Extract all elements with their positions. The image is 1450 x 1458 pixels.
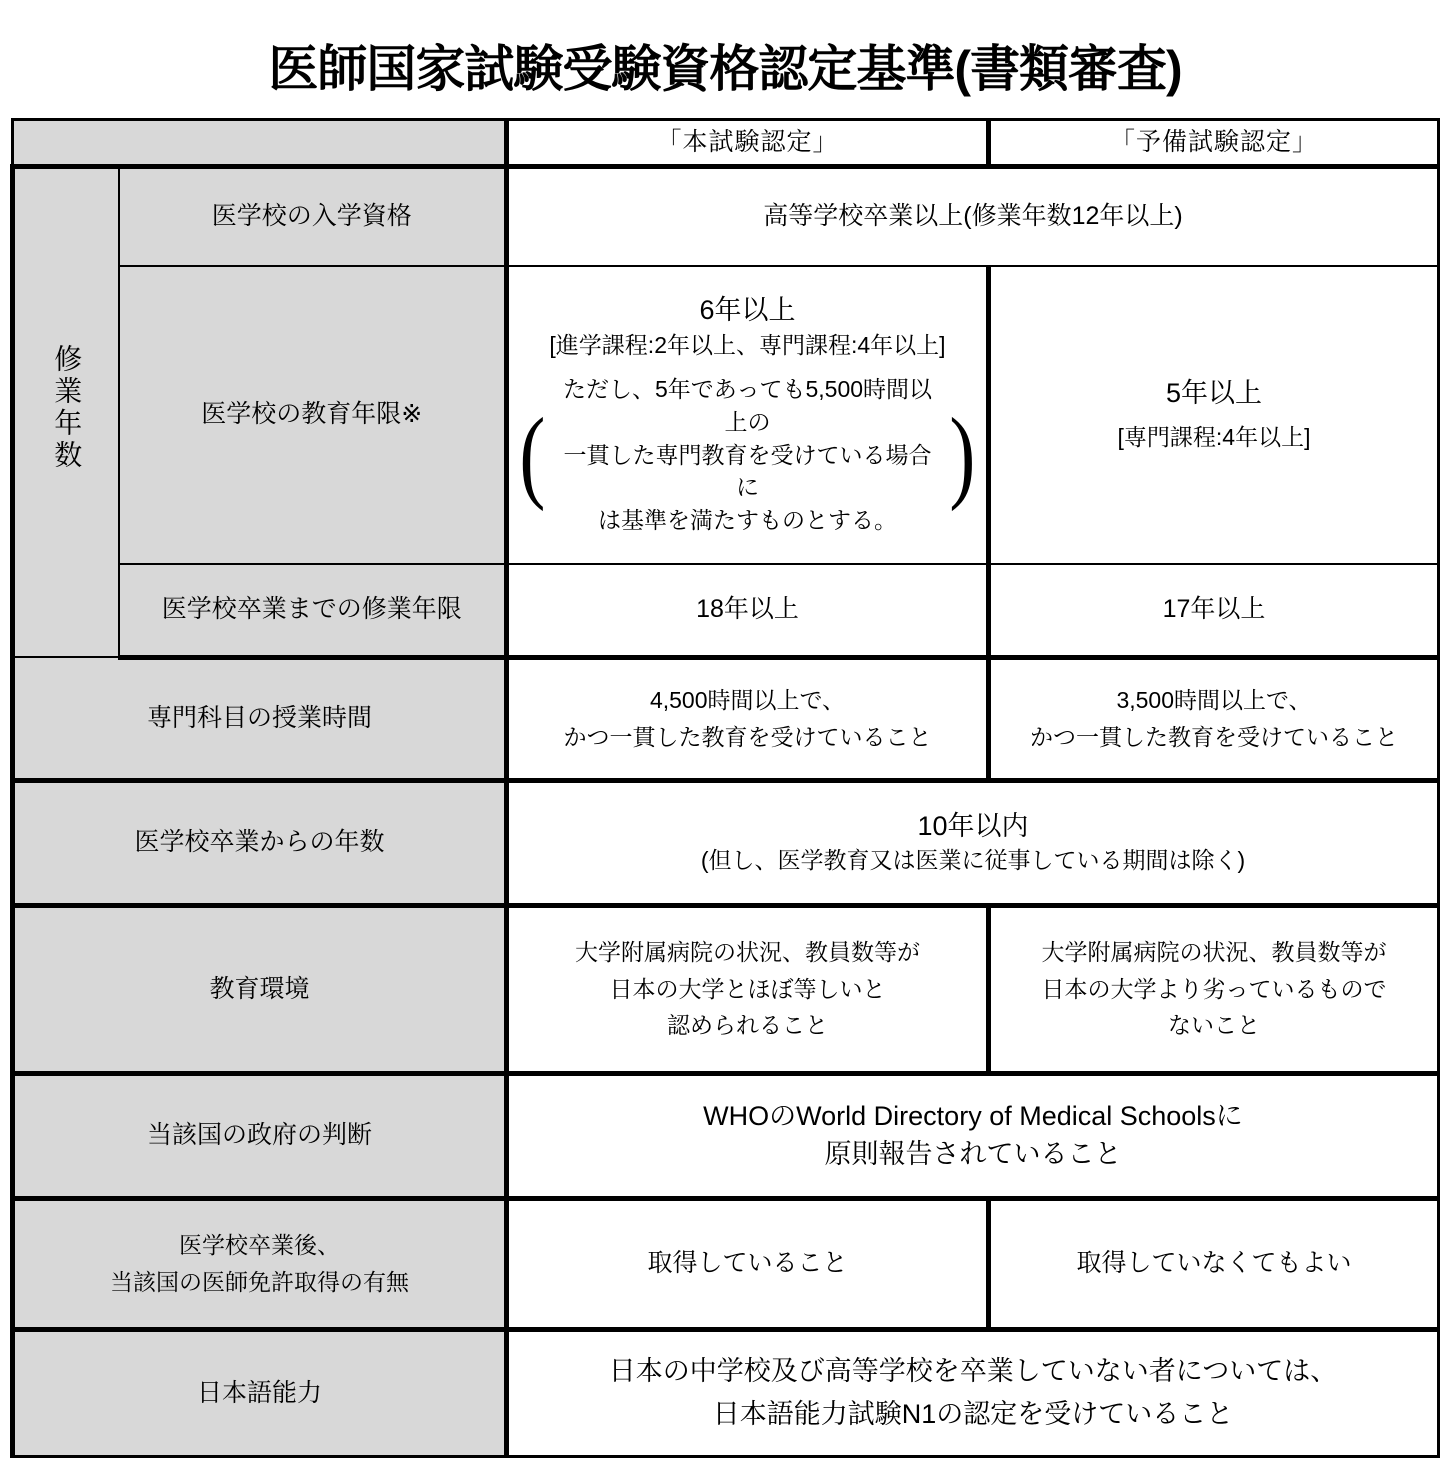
table-header-row (13, 120, 1439, 167)
specialized-hours-main-line2: かつ一貫した教育を受けていること (563, 723, 932, 750)
education-environment-prelim-line1: 大学附属病院の状況、教員数等が (1041, 938, 1387, 965)
brace-left-icon: ( (519, 396, 546, 512)
cell-education-environment-prelim (989, 905, 1439, 1073)
table-row-government-decision (13, 1073, 1439, 1198)
group-label-text: 修業年数 (51, 343, 83, 472)
medical-license-label-line2: 当該国の医師免許取得の有無 (110, 1268, 409, 1295)
note-line2: 一貫した専門教育を受けている場合に (563, 441, 932, 501)
education-years-prelim-line1: 5年以上 (1165, 378, 1263, 408)
cell-specialized-hours-main (507, 657, 989, 780)
certification-criteria-table (10, 118, 1440, 1458)
cell-education-years-prelim (989, 266, 1439, 564)
note-line3: は基準を満たすものとする。 (598, 506, 897, 533)
education-environment-prelim-line3: ないこと (1168, 1012, 1260, 1039)
header-blank-cell (13, 120, 507, 167)
education-years-prelim-line2: [専門課程:4年以上] (1117, 424, 1311, 451)
table-row-education-environment (13, 905, 1439, 1073)
group-label-years-of-study (13, 166, 119, 657)
cell-japanese-ability-value (507, 1329, 1439, 1456)
cell-years-to-graduation-prelim: 17年以上 (989, 564, 1439, 658)
row-label-admission: 医学校の入学資格 (119, 166, 507, 266)
row-label-years-to-graduation: 医学校卒業までの修業年限 (119, 564, 507, 658)
education-years-main-line1: 6年以上 (699, 295, 796, 326)
table-row-specialized-hours (13, 657, 1439, 780)
row-label-medical-license (13, 1198, 507, 1329)
education-years-note (515, 373, 980, 536)
row-label-education-environment: 教育環境 (13, 905, 507, 1073)
table-row-years-to-graduation (13, 564, 1439, 658)
education-environment-main-line1: 大学附属病院の状況、教員数等が (575, 938, 920, 965)
cell-government-decision-value (507, 1073, 1439, 1198)
row-label-years-since-graduation: 医学校卒業からの年数 (13, 780, 507, 905)
table-row-years-since-graduation (13, 780, 1439, 905)
government-decision-line1: WHOのWorld Directory of Medical Schoolsに (703, 1101, 1243, 1132)
specialized-hours-main-line1: 4,500時間以上で、 (649, 686, 846, 713)
header-prelim-exam: 「予備試験認定」 (989, 120, 1439, 167)
years-since-graduation-line2: (但し、医学教育又は医業に従事している期間は除く) (700, 847, 1246, 874)
table-row-admission (13, 166, 1439, 266)
cell-education-environment-main (507, 905, 989, 1073)
cell-years-to-graduation-main: 18年以上 (507, 564, 989, 658)
note-line1: ただし、5年であっても5,500時間以上の (562, 376, 933, 435)
header-main-exam: 「本試験認定」 (507, 120, 989, 167)
education-years-note-text (552, 373, 944, 536)
row-label-specialized-hours: 専門科目の授業時間 (13, 657, 507, 780)
row-label-japanese-ability: 日本語能力 (13, 1329, 507, 1456)
table-row-japanese-ability (13, 1329, 1439, 1456)
page-title: 医師国家試験受験資格認定基準(書類審査) (268, 41, 1182, 97)
education-environment-main-line2: 日本の大学とほぼ等しいと (609, 975, 886, 1002)
table-row-medical-license (13, 1198, 1439, 1329)
brace-right-icon: ) (949, 396, 976, 512)
cell-years-since-graduation-value (507, 780, 1439, 905)
education-environment-main-line3: 認められること (667, 1012, 828, 1039)
cell-medical-license-prelim: 取得していなくてもよい (989, 1198, 1439, 1329)
specialized-hours-prelim-line1: 3,500時間以上で、 (1116, 686, 1312, 713)
japanese-ability-line2: 日本語能力試験N1の認定を受けていること (712, 1399, 1234, 1429)
cell-education-years-main (507, 266, 989, 564)
table-row-education-years (13, 266, 1439, 564)
cell-admission-value: 高等学校卒業以上(修業年数12年以上) (507, 166, 1439, 266)
row-label-government-decision: 当該国の政府の判断 (13, 1073, 507, 1198)
japanese-ability-line1: 日本の中学校及び高等学校を卒業していない者については、 (608, 1355, 1338, 1386)
education-years-main-line2: [進学課程:2年以上、専門課程:4年以上] (549, 331, 946, 358)
years-since-graduation-line1: 10年以内 (917, 811, 1029, 841)
row-label-education-years: 医学校の教育年限※ (119, 266, 507, 564)
specialized-hours-prelim-line2: かつ一貫した教育を受けていること (1030, 723, 1398, 750)
education-environment-prelim-line2: 日本の大学より劣っているもので (1041, 975, 1387, 1002)
cell-medical-license-main: 取得していること (507, 1198, 989, 1329)
medical-license-label-line1: 医学校卒業後、 (179, 1231, 340, 1258)
government-decision-line2: 原則報告されていること (824, 1138, 1122, 1169)
cell-specialized-hours-prelim (989, 657, 1439, 780)
